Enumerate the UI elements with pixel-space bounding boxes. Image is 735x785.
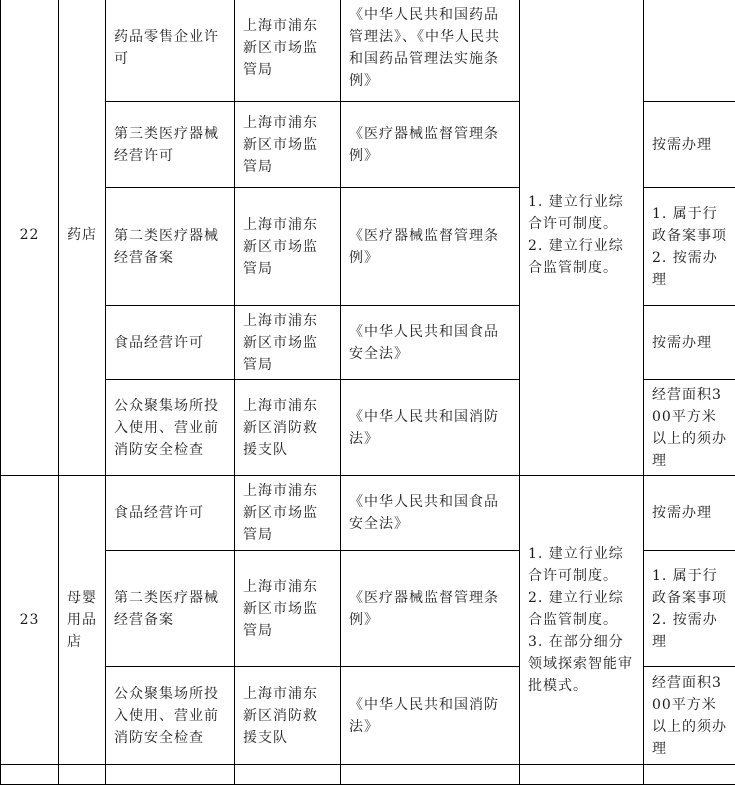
- legal-basis: 《中华人民共和国药品管理法》、《中华人民共和国药品管理法实施条例》: [341, 0, 520, 102]
- table-row: [1, 476, 735, 551]
- legal-basis: 《医疗器械监督管理条例》: [341, 551, 520, 667]
- issuing-department: 上海市浦东新区市场监管局: [235, 188, 341, 306]
- permit-name: 药品零售企业许可: [106, 0, 235, 102]
- remark: [644, 0, 735, 102]
- permit-name: 第三类医疗器械经营许可: [106, 102, 235, 188]
- remark: 按需办理: [644, 306, 735, 380]
- legal-basis: 《中华人民共和国食品安全法》: [341, 476, 520, 551]
- legal-basis: 《中华人民共和国消防法》: [341, 380, 520, 476]
- reform-measures: 1. 建立行业综合许可制度。 2. 建立行业综合监管制度。 3. 在部分细分领域探索智能审批模式。: [520, 476, 644, 765]
- table-cell: [644, 765, 735, 785]
- permit-name: 公众聚集场所投入使用、营业前消防安全检查: [106, 380, 235, 476]
- issuing-department: 上海市浦东新区市场监管局: [235, 306, 341, 380]
- row-number: 23: [1, 476, 59, 765]
- table-cell: [235, 765, 341, 785]
- table-cell: [341, 765, 520, 785]
- permit-name: 食品经营许可: [106, 476, 235, 551]
- business-category: 母婴用品店: [59, 476, 106, 765]
- table-cell: [1, 765, 59, 785]
- reform-measures: 1. 建立行业综合许可制度。 2. 建立行业综合监管制度。: [520, 0, 644, 476]
- legal-basis: 《医疗器械监督管理条例》: [341, 188, 520, 306]
- table-row: [1, 0, 735, 102]
- remark: 1. 属于行政备案事项 2. 按需办理: [644, 551, 735, 667]
- table-cell: [59, 765, 106, 785]
- remark: 经营面积300平方米以上的须办理: [644, 667, 735, 765]
- legal-basis: 《医疗器械监督管理条例》: [341, 102, 520, 188]
- issuing-department: 上海市浦东新区消防救援支队: [235, 667, 341, 765]
- permit-name: 第二类医疗器械经营备案: [106, 188, 235, 306]
- table-cell: [106, 765, 235, 785]
- permit-name: 公众聚集场所投入使用、营业前消防安全检查: [106, 667, 235, 765]
- legal-basis: 《中华人民共和国食品安全法》: [341, 306, 520, 380]
- issuing-department: 上海市浦东新区市场监管局: [235, 476, 341, 551]
- table-row: [1, 765, 735, 785]
- remark: 按需办理: [644, 476, 735, 551]
- issuing-department: 上海市浦东新区市场监管局: [235, 102, 341, 188]
- row-number: 22: [1, 0, 59, 476]
- permit-name: 第二类医疗器械经营备案: [106, 551, 235, 667]
- issuing-department: 上海市浦东新区消防救援支队: [235, 380, 341, 476]
- legal-basis: 《中华人民共和国消防法》: [341, 667, 520, 765]
- business-category: 药店: [59, 0, 106, 476]
- table-cell: [520, 765, 644, 785]
- remark: 1. 属于行政备案事项 2. 按需办理: [644, 188, 735, 306]
- remark: 经营面积300平方米以上的须办理: [644, 380, 735, 476]
- remark: 按需办理: [644, 102, 735, 188]
- permit-name: 食品经营许可: [106, 306, 235, 380]
- issuing-department: 上海市浦东新区市场监管局: [235, 0, 341, 102]
- issuing-department: 上海市浦东新区市场监管局: [235, 551, 341, 667]
